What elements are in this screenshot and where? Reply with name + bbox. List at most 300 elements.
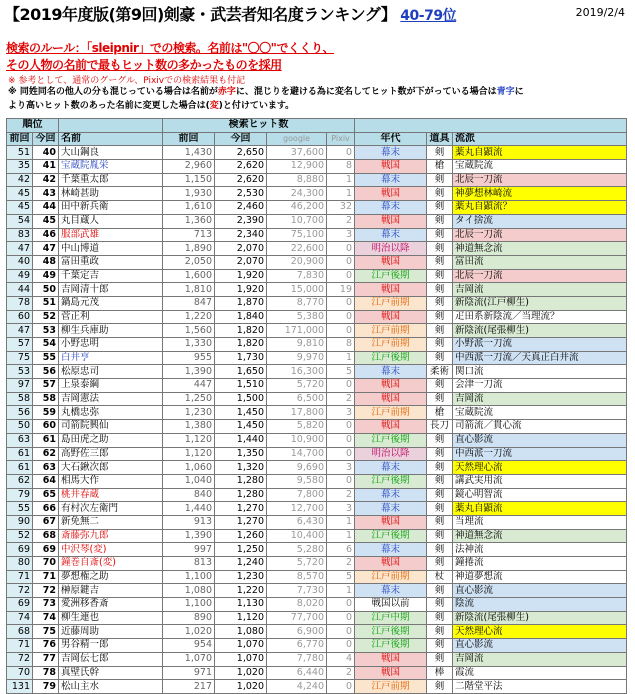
pixiv-cell: 2: [327, 488, 355, 502]
era-cell: 江戸前期: [355, 406, 427, 420]
cur-hits-cell: 1,920: [215, 269, 267, 283]
pixiv-cell: 0: [327, 611, 355, 625]
era-cell: 江戸後期: [355, 433, 427, 447]
google-cell: 9,580: [267, 474, 327, 488]
rule-line-1: 検索のルール：「sleipnir」での検索。名前は"〇〇"でくくり、: [6, 41, 334, 55]
era-cell: 幕末: [355, 365, 427, 379]
table-row: [7, 201, 627, 215]
weapon-cell: 剣: [427, 680, 453, 694]
era-cell: 戦国: [355, 379, 427, 393]
cur-hits-cell: 1,280: [215, 488, 267, 502]
prev-hits-cell: 890: [163, 611, 215, 625]
prev-rank-cell: 97: [7, 379, 33, 393]
name-cell: 桃井春蔵: [59, 488, 163, 502]
cur-rank-cell: 44: [33, 201, 59, 215]
google-cell: 9,810: [267, 338, 327, 352]
era-cell: 戦国: [355, 283, 427, 297]
prev-rank-cell: 57: [7, 338, 33, 352]
google-cell: 12,700: [267, 502, 327, 516]
google-cell: 12,900: [267, 160, 327, 174]
cur-hits-cell: 1,440: [215, 433, 267, 447]
cur-rank-cell: 57: [33, 379, 59, 393]
cur-rank-cell: 60: [33, 420, 59, 434]
google-cell: 6,430: [267, 515, 327, 529]
table-row: [7, 406, 627, 420]
cur-rank-cell: 42: [33, 173, 59, 187]
table-row: [7, 488, 627, 502]
weapon-cell: 杖: [427, 570, 453, 584]
weapon-cell: 棒: [427, 666, 453, 680]
weapon-cell: 柔術: [427, 365, 453, 379]
school-cell: 神道無念流: [453, 529, 627, 543]
school-cell: 当理流: [453, 515, 627, 529]
cur-hits-cell: 1,240: [215, 557, 267, 571]
name-cell: 近藤周助: [59, 625, 163, 639]
prev-rank-cell: 52: [7, 529, 33, 543]
pixiv-cell: 0: [327, 379, 355, 393]
weapon-cell: 剣: [427, 351, 453, 365]
era-cell: 戦国: [355, 160, 427, 174]
name-cell: 小野忠明: [59, 338, 163, 352]
prev-hits-cell: 840: [163, 488, 215, 502]
header-blank-2: [355, 119, 627, 133]
weapon-cell: 剣: [427, 543, 453, 557]
prev-hits-cell: 1,100: [163, 598, 215, 612]
school-cell: 神夢想林崎流: [453, 187, 627, 201]
weapon-cell: 剣: [427, 392, 453, 406]
cur-hits-cell: 1,080: [215, 625, 267, 639]
school-cell: 宝蔵院流: [453, 160, 627, 174]
name-cell: 富田重政: [59, 255, 163, 269]
google-cell: 75,100: [267, 228, 327, 242]
school-cell: 鏡心明智流: [453, 488, 627, 502]
google-cell: 5,280: [267, 543, 327, 557]
name-cell: 相馬大作: [59, 474, 163, 488]
pixiv-cell: 0: [327, 296, 355, 310]
cur-rank-cell: 52: [33, 310, 59, 324]
era-cell: 幕末: [355, 584, 427, 598]
prev-hits-cell: 1,890: [163, 242, 215, 256]
google-cell: 7,730: [267, 584, 327, 598]
google-cell: 4,240: [267, 680, 327, 694]
cur-rank-cell: 69: [33, 543, 59, 557]
name-cell: 大石鍬次郎: [59, 461, 163, 475]
table-row: [7, 529, 627, 543]
name-cell: 上泉泰綱: [59, 379, 163, 393]
school-cell: 関口流: [453, 365, 627, 379]
header-name: 名前: [59, 132, 163, 146]
prev-hits-cell: 1,380: [163, 420, 215, 434]
school-cell: 吉岡流: [453, 392, 627, 406]
cur-hits-cell: 1,730: [215, 351, 267, 365]
name-cell: 吉岡憲法: [59, 392, 163, 406]
era-cell: 江戸前期: [355, 680, 427, 694]
prev-hits-cell: 1,120: [163, 447, 215, 461]
era-cell: 戦国: [355, 187, 427, 201]
pixiv-cell: 3: [327, 228, 355, 242]
era-cell: 江戸前期: [355, 338, 427, 352]
cur-rank-cell: 48: [33, 255, 59, 269]
school-cell: 北辰一刀流: [453, 228, 627, 242]
school-cell: 薬丸自顕流: [453, 502, 627, 516]
weapon-cell: 剣: [427, 201, 453, 215]
name-cell: 新免無二: [59, 515, 163, 529]
name-cell: 丸目蔵人: [59, 214, 163, 228]
cur-rank-cell: 59: [33, 406, 59, 420]
prev-rank-cell: 50: [7, 420, 33, 434]
era-cell: 戦国: [355, 214, 427, 228]
table-row: [7, 598, 627, 612]
prev-rank-cell: 42: [7, 173, 33, 187]
name-cell: 夢想権之助: [59, 570, 163, 584]
cur-rank-cell: 45: [33, 214, 59, 228]
pixiv-cell: 0: [327, 269, 355, 283]
cur-rank-cell: 65: [33, 488, 59, 502]
cur-hits-cell: 1,120: [215, 611, 267, 625]
google-cell: 14,700: [267, 447, 327, 461]
era-cell: 戦国以前: [355, 598, 427, 612]
pixiv-cell: 1: [327, 529, 355, 543]
prev-hits-cell: 217: [163, 680, 215, 694]
era-cell: 幕末: [355, 502, 427, 516]
name-cell: 白井亨: [59, 351, 163, 365]
prev-hits-cell: 1,600: [163, 269, 215, 283]
name-cell: 千葉重太郎: [59, 173, 163, 187]
prev-rank-cell: 47: [7, 324, 33, 338]
name-cell: 男谷精一郎: [59, 639, 163, 653]
prev-hits-cell: 1,100: [163, 570, 215, 584]
weapon-cell: 剣: [427, 173, 453, 187]
pixiv-cell: 1: [327, 351, 355, 365]
table-row: [7, 379, 627, 393]
cur-rank-cell: 62: [33, 447, 59, 461]
cur-hits-cell: 1,350: [215, 447, 267, 461]
era-cell: 戦国: [355, 557, 427, 571]
header-pixiv: Pixiv: [327, 132, 355, 146]
weapon-cell: 剣: [427, 324, 453, 338]
google-cell: 8,770: [267, 296, 327, 310]
cur-rank-cell: 64: [33, 474, 59, 488]
school-cell: 疋田系新陰流／当理流？: [453, 310, 627, 324]
name-cell: 榊原鍵吉: [59, 584, 163, 598]
era-cell: 幕末: [355, 228, 427, 242]
google-cell: 15,000: [267, 283, 327, 297]
cur-hits-cell: 1,070: [215, 639, 267, 653]
pixiv-cell: 0: [327, 242, 355, 256]
table-row: [7, 269, 627, 283]
table-row: [7, 433, 627, 447]
name-cell: 鍋島元茂: [59, 296, 163, 310]
cur-rank-cell: 53: [33, 324, 59, 338]
pixiv-cell: 32: [327, 201, 355, 215]
pixiv-cell: 6: [327, 543, 355, 557]
name-cell: 斎藤弥九郎: [59, 529, 163, 543]
cur-hits-cell: 2,070: [215, 242, 267, 256]
era-cell: 戦国: [355, 310, 427, 324]
prev-rank-cell: 71: [7, 570, 33, 584]
school-cell: 神道夢想流: [453, 570, 627, 584]
cur-rank-cell: 72: [33, 584, 59, 598]
pixiv-cell: 0: [327, 447, 355, 461]
school-cell: 講武実用流: [453, 474, 627, 488]
name-cell: 菅正利: [59, 310, 163, 324]
prev-hits-cell: 997: [163, 543, 215, 557]
weapon-cell: 剣: [427, 584, 453, 598]
table-row: [7, 338, 627, 352]
google-cell: 16,300: [267, 365, 327, 379]
pixiv-cell: 1: [327, 187, 355, 201]
era-cell: 幕末: [355, 201, 427, 215]
weapon-cell: 剣: [427, 269, 453, 283]
cur-hits-cell: 1,320: [215, 461, 267, 475]
pixiv-cell: 1: [327, 584, 355, 598]
school-cell: 直心影流: [453, 584, 627, 598]
cur-rank-cell: 47: [33, 242, 59, 256]
prev-hits-cell: 1,390: [163, 365, 215, 379]
google-cell: 10,900: [267, 433, 327, 447]
cur-hits-cell: 2,340: [215, 228, 267, 242]
cur-hits-cell: 2,460: [215, 201, 267, 215]
era-cell: 江戸後期: [355, 639, 427, 653]
cur-hits-cell: 1,820: [215, 324, 267, 338]
google-cell: 77,700: [267, 611, 327, 625]
date-label: 2019/2/4: [575, 6, 625, 19]
cur-rank-cell: 74: [33, 611, 59, 625]
era-cell: 江戸前期: [355, 570, 427, 584]
google-cell: 24,300: [267, 187, 327, 201]
weapon-cell: 剣: [427, 488, 453, 502]
weapon-cell: 剣: [427, 310, 453, 324]
table-row: [7, 242, 627, 256]
era-cell: 江戸後期: [355, 529, 427, 543]
cur-hits-cell: 2,390: [215, 214, 267, 228]
school-cell: 中西派一刀流: [453, 447, 627, 461]
pixiv-cell: 4: [327, 652, 355, 666]
pixiv-cell: 2: [327, 214, 355, 228]
cur-hits-cell: 1,650: [215, 365, 267, 379]
google-cell: 5,380: [267, 310, 327, 324]
school-cell: 会津一刀流: [453, 379, 627, 393]
cur-hits-cell: 1,250: [215, 543, 267, 557]
table-row: [7, 680, 627, 694]
prev-rank-cell: 47: [7, 242, 33, 256]
school-cell: 北辰一刀流: [453, 269, 627, 283]
pixiv-cell: 19: [327, 283, 355, 297]
rule-line-2: その人物の名前で最もヒット数の多かったものを採用: [6, 58, 282, 72]
table-row: [7, 324, 627, 338]
table-row: [7, 557, 627, 571]
header-hits: 検索ヒット数: [163, 119, 355, 133]
weapon-cell: 槍: [427, 160, 453, 174]
table-row: [7, 214, 627, 228]
note-naming: [8, 85, 524, 113]
table-row: [7, 283, 627, 297]
prev-hits-cell: 713: [163, 228, 215, 242]
pixiv-cell: 8: [327, 160, 355, 174]
era-cell: 戦国: [355, 420, 427, 434]
prev-hits-cell: 1,040: [163, 474, 215, 488]
name-cell: 真壁氏幹: [59, 666, 163, 680]
school-cell: 吉岡流: [453, 652, 627, 666]
google-cell: 8,880: [267, 173, 327, 187]
cur-hits-cell: 1,920: [215, 283, 267, 297]
prev-hits-cell: 1,610: [163, 201, 215, 215]
school-cell: 薬丸自顕流: [453, 146, 627, 160]
note2-part-e: )と付けています。: [218, 101, 295, 111]
cur-hits-cell: 1,280: [215, 474, 267, 488]
note-reference: ※ 参考として、通常のグーグル、Pixivでの検索結果も付記: [8, 76, 246, 86]
prev-rank-cell: 68: [7, 625, 33, 639]
prev-hits-cell: 1,250: [163, 392, 215, 406]
google-cell: 17,800: [267, 406, 327, 420]
school-cell: 直心影流: [453, 639, 627, 653]
school-cell: 吉岡流: [453, 283, 627, 297]
era-cell: 江戸後期: [355, 474, 427, 488]
prev-hits-cell: 1,070: [163, 652, 215, 666]
name-cell: 中山博道: [59, 242, 163, 256]
table-row: [7, 570, 627, 584]
school-cell: 新陰流(尾張柳生): [453, 324, 627, 338]
era-cell: 幕末: [355, 488, 427, 502]
name-cell: 高野佐三郎: [59, 447, 163, 461]
prev-rank-cell: 44: [7, 283, 33, 297]
cur-rank-cell: 51: [33, 296, 59, 310]
table-row: [7, 447, 627, 461]
header-prev-rank: 前回: [7, 132, 33, 146]
cur-hits-cell: 1,070: [215, 652, 267, 666]
table-row: [7, 392, 627, 406]
era-cell: 幕末: [355, 146, 427, 160]
school-cell: 北辰一刀流: [453, 173, 627, 187]
era-cell: 江戸中期: [355, 611, 427, 625]
cur-rank-cell: 73: [33, 598, 59, 612]
google-cell: 7,780: [267, 652, 327, 666]
google-cell: 8,570: [267, 570, 327, 584]
note2-part-c: に: [514, 87, 524, 97]
cur-rank-cell: 41: [33, 160, 59, 174]
prev-hits-cell: 1,560: [163, 324, 215, 338]
cur-hits-cell: 1,270: [215, 502, 267, 516]
pixiv-cell: 0: [327, 433, 355, 447]
pixiv-cell: 1: [327, 173, 355, 187]
cur-rank-cell: 78: [33, 666, 59, 680]
table-row: [7, 160, 627, 174]
prev-rank-cell: 78: [7, 296, 33, 310]
school-cell: 中西派一刀流／天真正白井流: [453, 351, 627, 365]
era-cell: 戦国: [355, 392, 427, 406]
prev-hits-cell: 447: [163, 379, 215, 393]
prev-hits-cell: 1,120: [163, 433, 215, 447]
weapon-cell: 長刀: [427, 420, 453, 434]
name-cell: 島田虎之助: [59, 433, 163, 447]
prev-hits-cell: 847: [163, 296, 215, 310]
title-range: 40-79位: [400, 8, 457, 24]
prev-hits-cell: 1,430: [163, 146, 215, 160]
prev-rank-cell: 51: [7, 146, 33, 160]
era-cell: 戦国: [355, 652, 427, 666]
google-cell: 9,690: [267, 461, 327, 475]
table-row: [7, 296, 627, 310]
header-blank: [59, 119, 163, 133]
google-cell: 22,600: [267, 242, 327, 256]
prev-rank-cell: 69: [7, 598, 33, 612]
table-row: [7, 474, 627, 488]
prev-rank-cell: 55: [7, 502, 33, 516]
prev-rank-cell: 90: [7, 515, 33, 529]
cur-rank-cell: 68: [33, 529, 59, 543]
google-cell: 10,400: [267, 529, 327, 543]
prev-hits-cell: 2,960: [163, 160, 215, 174]
name-cell: 中沢琴(変): [59, 543, 163, 557]
cur-hits-cell: 2,620: [215, 173, 267, 187]
google-cell: 7,800: [267, 488, 327, 502]
prev-rank-cell: 49: [7, 269, 33, 283]
weapon-cell: 剣: [427, 296, 453, 310]
prev-hits-cell: 955: [163, 351, 215, 365]
table-row: [7, 461, 627, 475]
weapon-cell: 剣: [427, 611, 453, 625]
cur-hits-cell: 1,220: [215, 584, 267, 598]
table-row: [7, 584, 627, 598]
name-cell: 大山鋼良: [59, 146, 163, 160]
header-era: 年代: [355, 132, 427, 146]
era-cell: 江戸前期: [355, 324, 427, 338]
era-cell: 江戸前期: [355, 296, 427, 310]
table-row: [7, 502, 627, 516]
name-cell: 林崎甚助: [59, 187, 163, 201]
cur-rank-cell: 49: [33, 269, 59, 283]
name-cell: 鐘巻自斎(変): [59, 557, 163, 571]
prev-rank-cell: 45: [7, 201, 33, 215]
weapon-cell: 剣: [427, 502, 453, 516]
google-cell: 10,700: [267, 214, 327, 228]
prev-hits-cell: 1,060: [163, 461, 215, 475]
cur-rank-cell: 70: [33, 557, 59, 571]
note2-blue: 青字: [496, 87, 515, 97]
cur-rank-cell: 54: [33, 338, 59, 352]
cur-hits-cell: 2,070: [215, 255, 267, 269]
table-row: [7, 611, 627, 625]
weapon-cell: 剣: [427, 187, 453, 201]
era-cell: 戦国: [355, 515, 427, 529]
cur-hits-cell: 1,820: [215, 338, 267, 352]
prev-rank-cell: 62: [7, 474, 33, 488]
prev-rank-cell: 69: [7, 543, 33, 557]
school-cell: 小野派一刀流: [453, 338, 627, 352]
cur-rank-cell: 63: [33, 461, 59, 475]
pixiv-cell: 0: [327, 420, 355, 434]
cur-rank-cell: 61: [33, 433, 59, 447]
weapon-cell: 剣: [427, 598, 453, 612]
prev-rank-cell: 61: [7, 461, 33, 475]
prev-rank-cell: 35: [7, 160, 33, 174]
header-rank: 順位: [7, 119, 59, 133]
prev-hits-cell: 1,930: [163, 187, 215, 201]
pixiv-cell: 5: [327, 365, 355, 379]
prev-hits-cell: 1,360: [163, 214, 215, 228]
google-cell: 6,900: [267, 625, 327, 639]
cur-hits-cell: 1,230: [215, 570, 267, 584]
pixiv-cell: 0: [327, 324, 355, 338]
pixiv-cell: 0: [327, 625, 355, 639]
ranking-table: [6, 118, 627, 694]
weapon-cell: 剣: [427, 379, 453, 393]
prev-rank-cell: 61: [7, 447, 33, 461]
prev-hits-cell: 1,020: [163, 625, 215, 639]
google-cell: 8,020: [267, 598, 327, 612]
school-cell: 新陰流(尾張柳生): [453, 611, 627, 625]
weapon-cell: 剣: [427, 228, 453, 242]
